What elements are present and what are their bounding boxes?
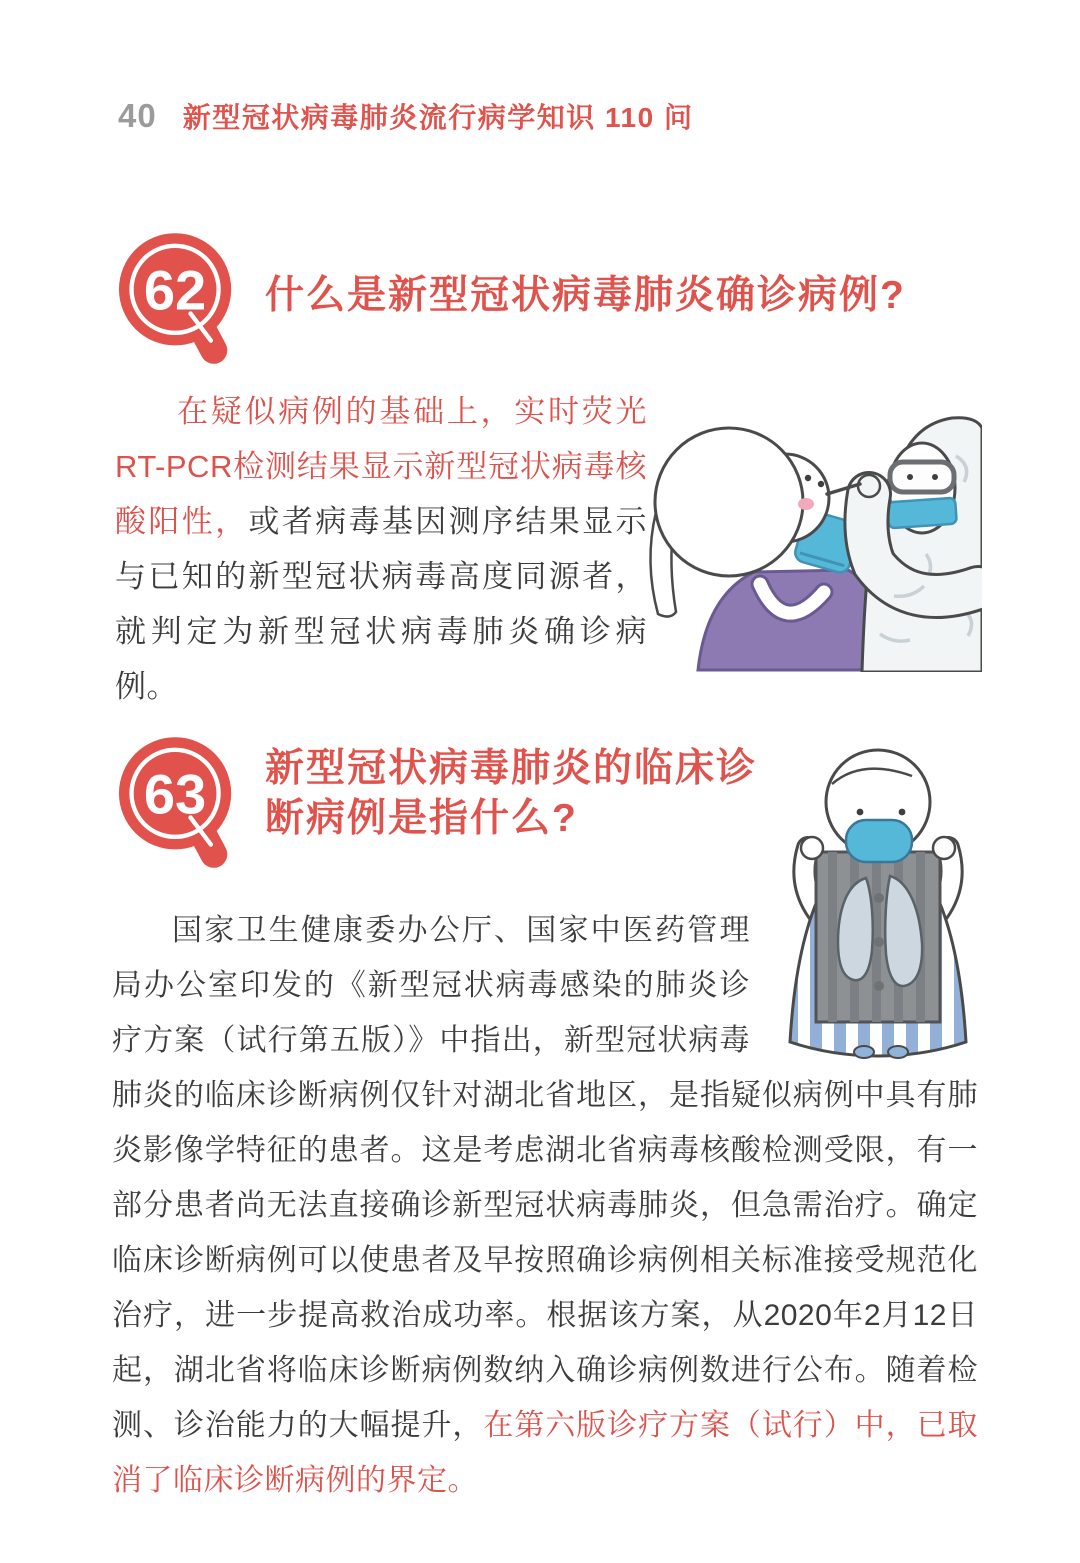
question-62-answer: [115, 384, 647, 714]
answer-63-main: 国家卫生健康委办公厅、国家中医药管理局办公室印发的《新型冠状病毒感染的肺炎诊疗方案（试行第五版）》中指出，新型冠状病毒肺炎的临床诊断病例仅针对湖北省地区，是指疑似病例中具有肺炎影像学特征的患者。这是考虑湖北省病毒核酸检测受限，有一部分患者尚无法直接确诊新型冠状病毒肺炎，但急需治疗。确定临床诊断病例可以使患者及早按照确诊病例相关标准接受规范化治疗，进一步提高救治成功率。根据该方案，从2020年2月12日起，湖北省将临床诊断病例数纳入确诊病例数进行公布。随着检测、诊治能力的大幅提升，: [112, 914, 978, 1442]
answer-63-highlight: 在第六版诊疗方案（试行）中，已取消了临床诊断病例的界定。: [112, 1409, 979, 1497]
q-badge-icon: [118, 232, 236, 366]
q-badge-icon: [118, 736, 236, 870]
question-63-number: 63: [143, 762, 207, 826]
question-62-title: 什么是新型冠状病毒肺炎确诊病例?: [265, 274, 906, 317]
answer-62-highlight: 在疑似病例的基础上，实时荧光RT-PCR检测结果显示新型冠状病毒核酸阳性，: [115, 394, 647, 539]
question-63-title: 新型冠状病毒肺炎的临床诊断病例是指什么?: [265, 747, 758, 840]
mask-icon: [887, 498, 957, 529]
mask-icon: [846, 820, 912, 862]
illustration-text-wrap-spacer: [750, 903, 978, 1063]
question-63-badge: [118, 736, 236, 870]
answer-62-rest: 或者病毒基因测序结果显示与已知的新型冠状病毒高度同源者，就判定为新型冠状病毒肺炎确诊病例。: [115, 504, 648, 704]
page-number: 40: [118, 97, 157, 134]
page-header-title: 新型冠状病毒肺炎流行病学知识 110 问: [182, 102, 694, 133]
question-62-number: 62: [143, 258, 207, 322]
goggles-icon: [890, 462, 954, 492]
question-62-badge: [118, 232, 236, 366]
page-header: [118, 96, 693, 136]
nasal-swab-illustration: [622, 372, 982, 672]
question-63-answer: [112, 903, 978, 1508]
